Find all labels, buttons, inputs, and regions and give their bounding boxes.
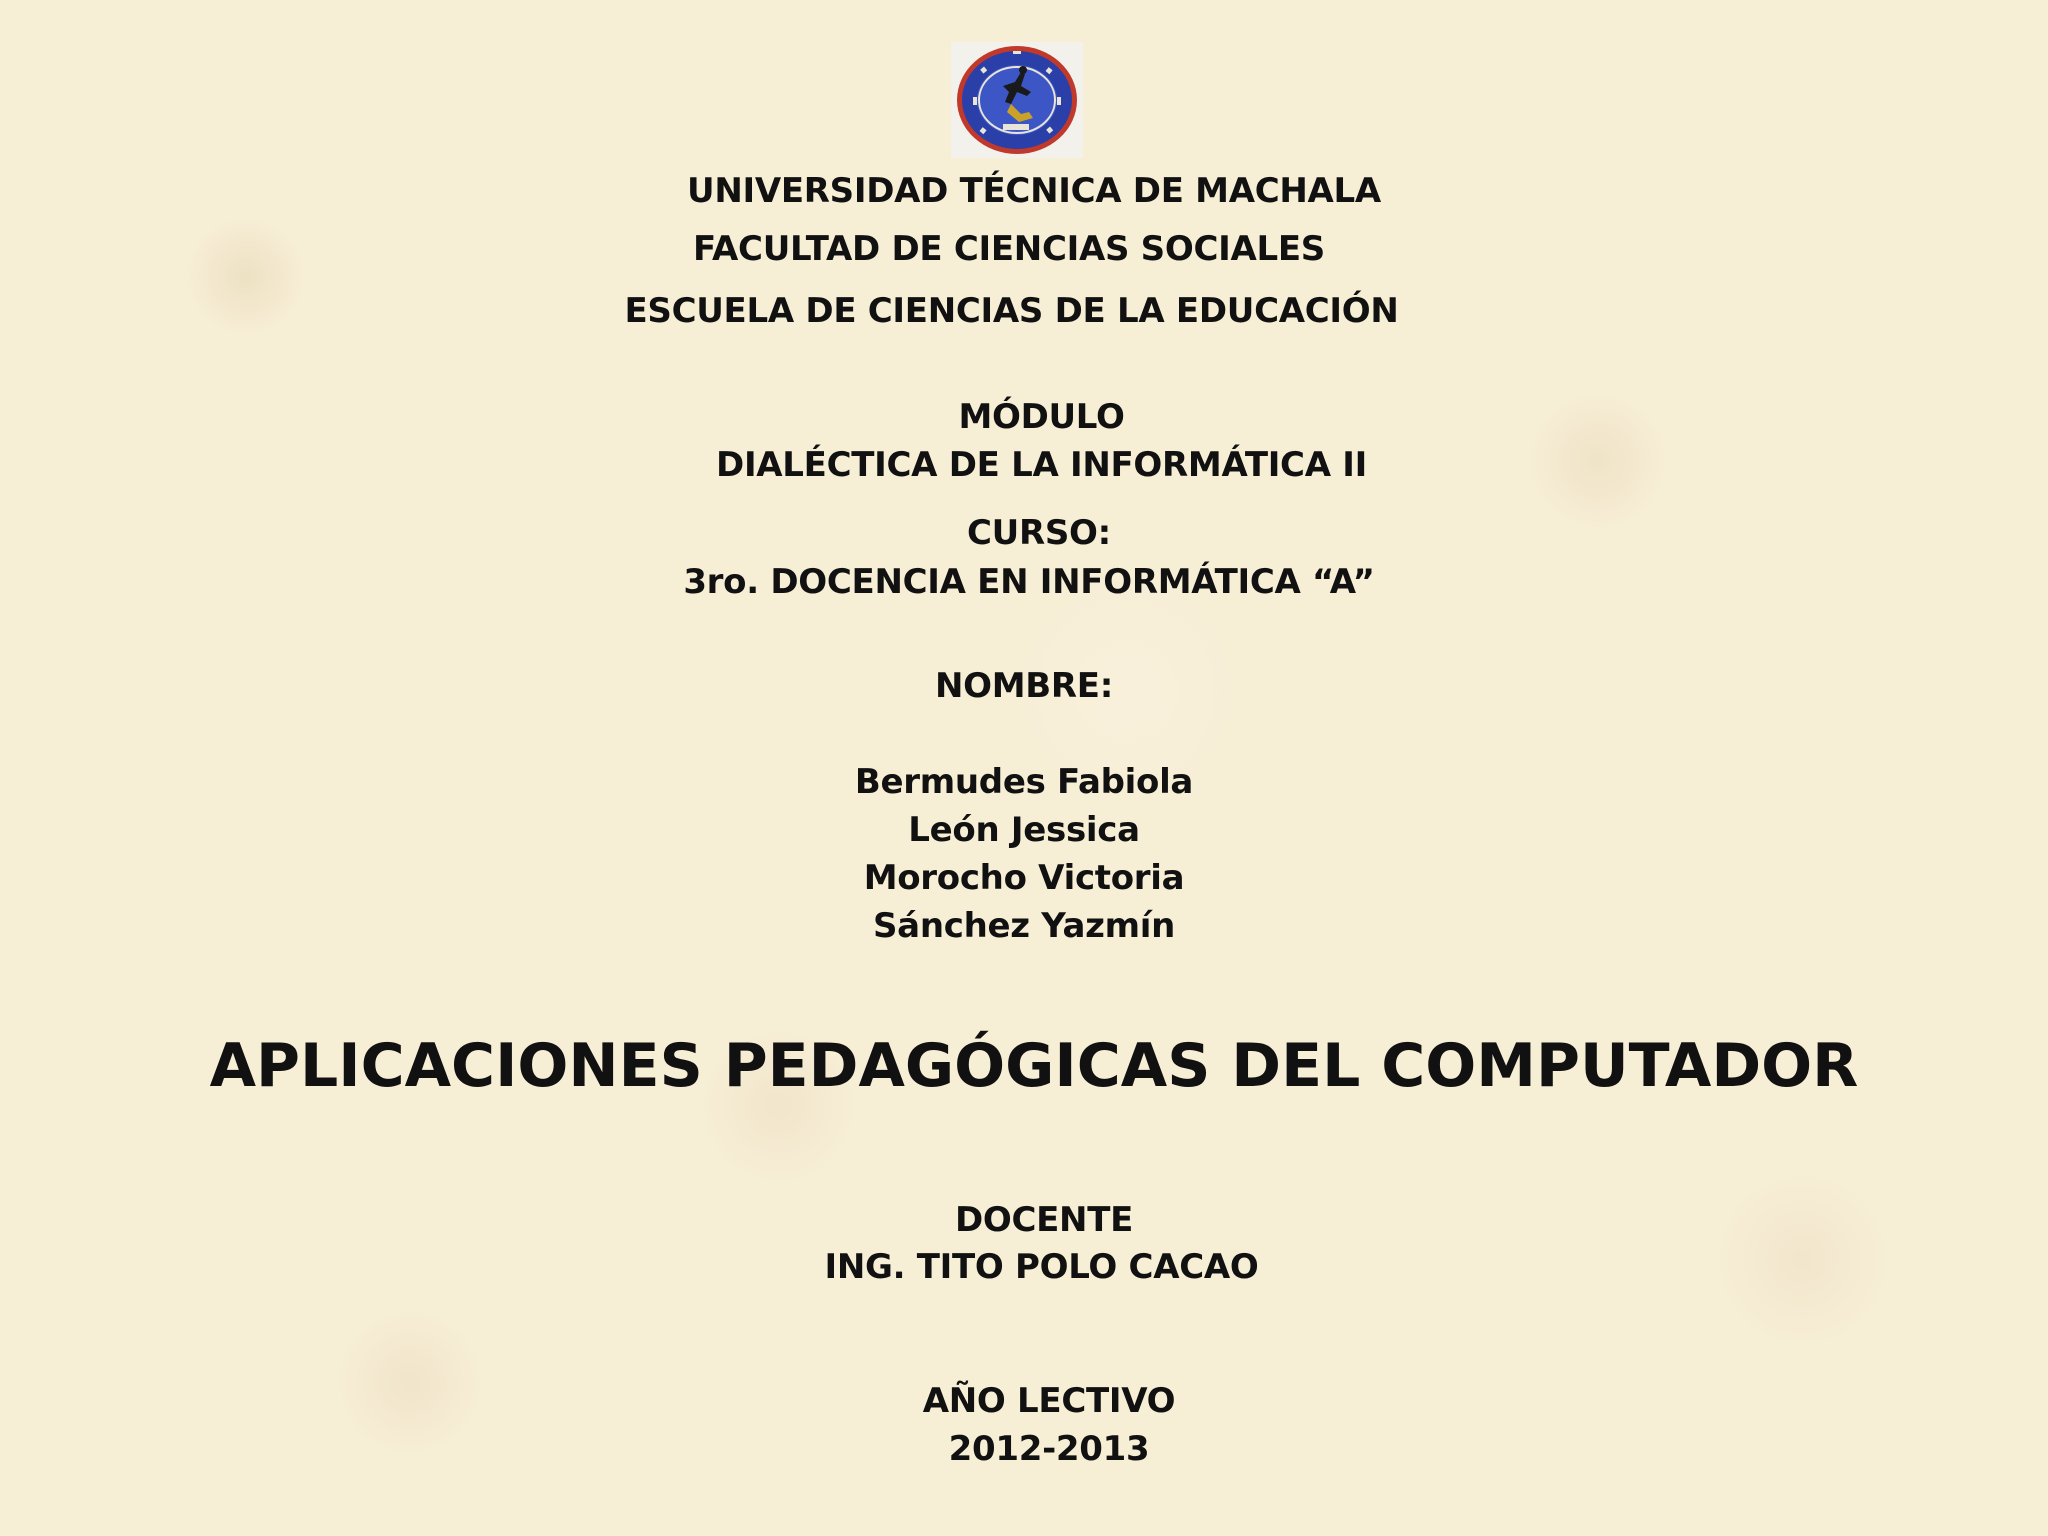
university-name-text: UNIVERSIDAD TÉCNICA DE MACHALA bbox=[687, 171, 1381, 211]
names-label bbox=[0, 665, 2048, 707]
student-name-text: León Jessica bbox=[908, 810, 1140, 850]
teacher-name bbox=[0, 1246, 2048, 1288]
school-year-label-text: AÑO LECTIVO bbox=[922, 1381, 1176, 1421]
main-title bbox=[0, 1030, 2048, 1102]
faculty-name-text: FACULTAD DE CIENCIAS SOCIALES bbox=[693, 229, 1325, 269]
university-seal-icon bbox=[951, 42, 1083, 158]
main-title-text: APLICACIONES PEDAGÓGICAS DEL COMPUTADOR bbox=[209, 1031, 1859, 1101]
university-name bbox=[0, 170, 2048, 212]
module-name-text: DIALÉCTICA DE LA INFORMÁTICA II bbox=[716, 445, 1367, 485]
student-name-text: Morocho Victoria bbox=[863, 858, 1185, 898]
faculty-name bbox=[0, 228, 2048, 270]
module-label-text: MÓDULO bbox=[958, 397, 1125, 437]
course-name-text: 3ro. DOCENCIA EN INFORMÁTICA “A” bbox=[683, 562, 1375, 602]
school-year-value-text: 2012-2013 bbox=[948, 1429, 1150, 1469]
student-name-text: Sánchez Yazmín bbox=[873, 906, 1175, 946]
school-year-value bbox=[0, 1428, 2048, 1470]
course-label-text: CURSO: bbox=[967, 513, 1111, 553]
school-name-text: ESCUELA DE CIENCIAS DE LA EDUCACIÓN bbox=[624, 291, 1399, 331]
teacher-label bbox=[0, 1199, 2048, 1241]
teacher-name-text: ING. TITO POLO CACAO bbox=[824, 1247, 1259, 1287]
student-name bbox=[0, 857, 2048, 899]
school-name bbox=[0, 290, 2048, 332]
student-name bbox=[0, 761, 2048, 803]
names-label-text: NOMBRE: bbox=[934, 666, 1113, 706]
module-label bbox=[0, 396, 2048, 438]
student-name-text: Bermudes Fabiola bbox=[854, 762, 1194, 802]
teacher-label-text: DOCENTE bbox=[954, 1200, 1134, 1240]
module-name bbox=[0, 444, 2048, 486]
student-name bbox=[0, 905, 2048, 947]
school-year-label bbox=[0, 1380, 2048, 1422]
course-name bbox=[0, 561, 2048, 603]
course-label bbox=[0, 512, 2048, 554]
student-name bbox=[0, 809, 2048, 851]
